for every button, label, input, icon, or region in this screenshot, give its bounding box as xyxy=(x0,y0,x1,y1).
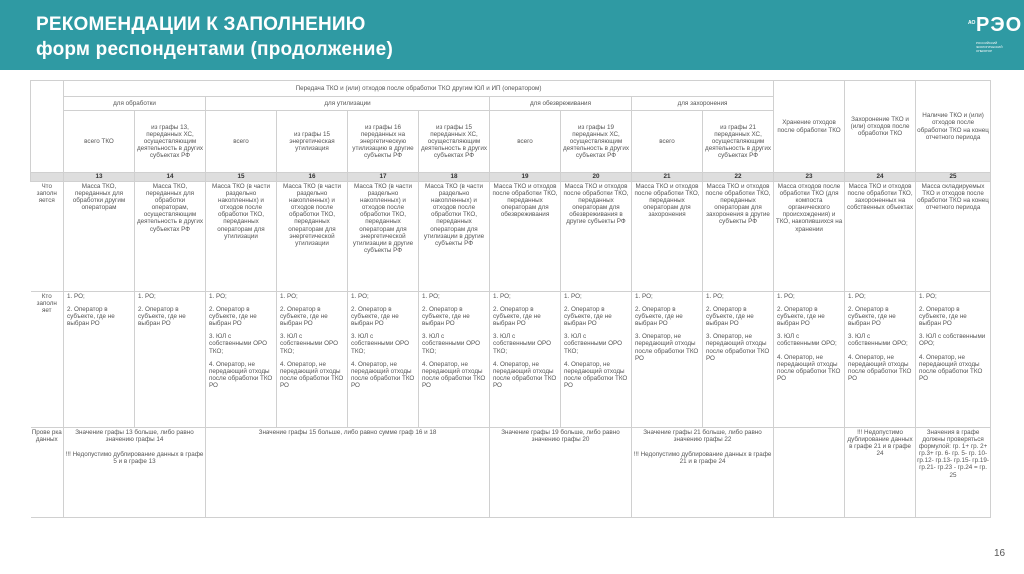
row-who xyxy=(31,292,991,428)
who-item: 1. РО; xyxy=(564,293,582,300)
what-cell: Масса ТКО, переданных для обработки операторам, осуществляющим деятельность в других субъектах РФ xyxy=(135,182,206,292)
who-item: 2. Оператор в субъекте, где не выбран РО xyxy=(777,306,825,328)
group-utilization: для утилизации xyxy=(206,97,490,111)
what-cell: Масса ТКО и отходов после обработки ТКО, переданных операторам для обезвреживания в другие субъекты РФ xyxy=(561,182,632,292)
what-cell: Масса складируемых ТКО и отходов после обработки ТКО на конец отчетного периода xyxy=(916,182,991,292)
column-number: 16 xyxy=(277,173,348,182)
who-item: 2. Оператор в субъекте, где не выбран РО xyxy=(848,306,896,328)
column-number: 22 xyxy=(703,173,774,182)
column-number: 17 xyxy=(348,173,419,182)
who-cell-21 xyxy=(632,292,703,428)
header-col-17: из графы 16 переданных на энергетическую утилизацию в другие субъекты РФ xyxy=(348,111,419,173)
who-cell-17 xyxy=(348,292,419,428)
who-item: 3. ЮЛ с собственными ОРО ТКО; xyxy=(351,333,410,355)
who-item: 4. Оператор, не передающий отходы после обработки ТКО РО xyxy=(351,360,415,389)
group-neutralization: для обезвреживания xyxy=(490,97,632,111)
what-cell: Масса ТКО и отходов после обработки ТКО, переданных операторам для захоронения в другие субъекты РФ xyxy=(703,182,774,292)
group-processing: для обработки xyxy=(64,97,206,111)
check-rule: Значение графы 19 больше, либо равно значению графы 20 xyxy=(501,429,620,444)
check-cell-19-20 xyxy=(490,428,632,518)
header-col-16: из графы 15 энергетическая утилизация xyxy=(277,111,348,173)
what-cell: Масса ТКО и отходов после обработки ТКО, захороненных на собственных объектах xyxy=(845,182,916,292)
header-col-13: всего ТКО xyxy=(64,111,135,173)
header-col-25: Наличие ТКО и (или) отходов после обработки ТКО на конец отчетного периода xyxy=(916,81,991,173)
who-item: 3. Оператор, не передающий отходы после обработки ТКО РО xyxy=(635,333,699,362)
who-item: 3. ЮЛ с собственными ОРО ТКО; xyxy=(564,333,623,355)
who-item: 3. ЮЛ с собственными ОРО ТКО; xyxy=(422,333,481,355)
who-item: 3. ЮЛ с собственными ОРО ТКО; xyxy=(209,333,268,355)
row-label-what: Что заполн яется xyxy=(31,182,64,292)
column-number: 19 xyxy=(490,173,561,182)
check-cell-13-14 xyxy=(64,428,206,518)
check-cell-25 xyxy=(916,428,991,518)
logo-subtitle: РОССИЙСКИЙ ЭКОЛОГИЧЕСКИЙ ОПЕРАТОР xyxy=(976,41,1003,53)
who-cell-25 xyxy=(916,292,991,428)
who-item: 4. Оператор, не передающий отходы после обработки ТКО РО xyxy=(280,360,344,389)
who-item: 2. Оператор в субъекте, где не выбран РО xyxy=(209,306,257,328)
who-item: 3. ЮЛ с собственными ОРО; xyxy=(777,333,837,348)
who-item: 1. РО; xyxy=(635,293,653,300)
column-number: 15 xyxy=(206,173,277,182)
who-item: 1. РО; xyxy=(777,293,795,300)
column-number-row xyxy=(31,173,991,182)
what-cell: Масса ТКО (в части раздельно накопленных) и отходов после обработки ТКО, переданных операторам для утилизации xyxy=(206,182,277,292)
logo-prefix: АО xyxy=(968,20,976,26)
who-item: 4. Оператор, не передающий отходы после обработки ТКО РО xyxy=(848,353,912,382)
who-item: 2. Оператор в субъекте, где не выбран РО xyxy=(280,306,328,328)
column-number: 21 xyxy=(632,173,703,182)
who-item: 1. РО; xyxy=(919,293,937,300)
check-rule: Значение графы 13 больше, либо равно значению графы 14 xyxy=(75,429,194,444)
header-col-22: из графы 21 переданных ХС, осуществляющим деятельность в других субъектах РФ xyxy=(703,111,774,173)
who-item: 4. Оператор, не передающий отходы после обработки ТКО РО xyxy=(919,353,983,382)
who-item: 4. Оператор, не передающий отходы после обработки ТКО РО xyxy=(777,353,841,382)
check-warning: !!! Недопустимо дублирование данных в графе 21 и в графе 24 xyxy=(633,451,772,466)
what-cell: Масса ТКО, переданных для обработки другим операторам xyxy=(64,182,135,292)
check-cell-21-22 xyxy=(632,428,774,518)
group-burial: для захоронения xyxy=(632,97,774,111)
who-cell-20 xyxy=(561,292,632,428)
who-cell-13 xyxy=(64,292,135,428)
what-cell: Масса ТКО (в части раздельно накопленных) и отходов после обработки ТКО, переданных операторам для утилизации в другие субъекты РФ xyxy=(419,182,490,292)
who-item: 4. Оператор, не передающий отходы после обработки ТКО РО xyxy=(493,360,557,389)
who-item: 1. РО; xyxy=(848,293,866,300)
who-item: 2. Оператор в субъекте, где не выбран РО xyxy=(67,306,115,328)
header-col-20: из графы 19 переданных ХС, осуществляющим деятельность в других субъектах РФ xyxy=(561,111,632,173)
header-col-21: всего xyxy=(632,111,703,173)
who-cell-24 xyxy=(845,292,916,428)
row-what xyxy=(31,182,991,292)
column-number: 20 xyxy=(561,173,632,182)
row-check xyxy=(31,428,991,518)
check-rule: Значение графы 21 больше, либо равно значению графы 22 xyxy=(643,429,762,444)
header-col-19: всего xyxy=(490,111,561,173)
page-title: РЕКОМЕНДАЦИИ К ЗАПОЛНЕНИЮ xyxy=(36,14,366,35)
who-item: 2. Оператор в субъекте, где не выбран РО xyxy=(493,306,541,328)
check-cell-23 xyxy=(774,428,845,518)
what-cell: Масса ТКО (в части раздельно накопленных) и отходов после обработки ТКО, переданных операторам для энергетической утилизации в другие субъекты РФ xyxy=(348,182,419,292)
who-cell-16 xyxy=(277,292,348,428)
check-cell-15-18 xyxy=(206,428,490,518)
what-cell: Масса отходов после обработки ТКО (для компоста органического происхождения) и ТКО, накопившихся на хранении xyxy=(774,182,845,292)
who-cell-14 xyxy=(135,292,206,428)
who-item: 2. Оператор в субъекте, где не выбран РО xyxy=(422,306,470,328)
who-item: 1. РО; xyxy=(422,293,440,300)
what-cell: Масса ТКО (в части раздельно накопленных) и отходов после обработки ТКО, переданных операторам для энергетической утилизации xyxy=(277,182,348,292)
header-col-24: Захоронение ТКО и (или) отходов после обработки ТКО xyxy=(845,81,916,173)
who-cell-15 xyxy=(206,292,277,428)
who-item: 1. РО; xyxy=(280,293,298,300)
who-item: 4. Оператор, не передающий отходы после обработки ТКО РО xyxy=(422,360,486,389)
who-item: 3. ЮЛ с собственными ОРО ТКО; xyxy=(280,333,339,355)
who-item: 2. Оператор в субъекте, где не выбран РО xyxy=(564,306,612,328)
check-warning: !!! Недопустимо дублирование данных в графе 5 и в графе 13 xyxy=(65,451,204,466)
who-cell-22 xyxy=(703,292,774,428)
who-cell-18 xyxy=(419,292,490,428)
column-number-blank xyxy=(31,173,64,182)
who-item: 1. РО; xyxy=(493,293,511,300)
what-cell: Масса ТКО и отходов после обработки ТКО, переданных операторам для обезвреживания xyxy=(490,182,561,292)
who-item: 1. РО; xyxy=(209,293,227,300)
header-col-15: всего xyxy=(206,111,277,173)
check-warning: !!! Недопустимо дублирование данных в графе 21 и в графе 24 xyxy=(847,429,913,458)
row-label-check: Прове рка данных xyxy=(31,428,64,518)
who-item: 4. Оператор, не передающий отходы после обработки ТКО РО xyxy=(564,360,628,389)
check-cell-24 xyxy=(845,428,916,518)
who-item: 3. ЮЛ с собственными ОРО ТКО; xyxy=(493,333,552,355)
who-item: 1. РО; xyxy=(67,293,85,300)
column-number: 25 xyxy=(916,173,991,182)
header-col-18: из графы 15 переданных ХС, осуществляющим деятельность в других субъектах РФ xyxy=(419,111,490,173)
who-item: 3. Оператор, не передающий отходы после обработки ТКО РО xyxy=(706,333,770,362)
who-item: 1. РО; xyxy=(138,293,156,300)
check-rule: Значение графы 15 больше, либо равно сумме граф 16 и 18 xyxy=(258,429,437,436)
header-banner xyxy=(0,0,1024,70)
header-corner xyxy=(31,81,64,173)
reo-logo xyxy=(968,14,1023,58)
who-item: 2. Оператор в субъекте, где не выбран РО xyxy=(919,306,967,328)
who-item: 2. Оператор в субъекте, где не выбран РО xyxy=(706,306,754,328)
column-number: 13 xyxy=(64,173,135,182)
who-item: 2. Оператор в субъекте, где не выбран РО xyxy=(138,306,186,328)
header-col-14: из графы 13, переданных ХС, осуществляющим деятельность в других субъектах РФ xyxy=(135,111,206,173)
header-col-23: Хранение отходов после обработки ТКО xyxy=(774,81,845,173)
who-item: 3. ЮЛ с собственными ОРО; xyxy=(919,333,986,348)
column-number: 23 xyxy=(774,173,845,182)
who-item: 1. РО; xyxy=(351,293,369,300)
what-cell: Масса ТКО и отходов после обработки ТКО, переданных операторам для захоронения xyxy=(632,182,703,292)
logo-mark: РЭО xyxy=(976,14,1023,36)
page-subtitle: форм респондентами (продолжение) xyxy=(36,39,393,60)
header-transfer: Передача ТКО и (или) отходов после обработки ТКО другим ЮЛ и ИП (оператором) xyxy=(64,81,774,97)
row-label-who: Кто заполн яет xyxy=(31,292,64,428)
column-number: 24 xyxy=(845,173,916,182)
header-row-top xyxy=(31,81,991,97)
who-item: 4. Оператор, не передающий отходы после обработки ТКО РО xyxy=(209,360,273,389)
who-item: 3. ЮЛ с собственными ОРО; xyxy=(848,333,908,348)
who-item: 2. Оператор в субъекте, где не выбран РО xyxy=(635,306,683,328)
who-item: 1. РО; xyxy=(706,293,724,300)
check-formula: Значения в графе должны проверяться формулой: гр. 1+ гр. 2+ гр.3+ гр. 6- гр. 5- гр. 10- гр.12- гр.13- гр.15- гр.19- гр.21- гр.23 - гр.24 = гр. 25 xyxy=(917,429,989,479)
who-cell-19 xyxy=(490,292,561,428)
recommendations-table xyxy=(30,80,991,518)
who-item: 2. Оператор в субъекте, где не выбран РО xyxy=(351,306,399,328)
column-number: 18 xyxy=(419,173,490,182)
page-number: 16 xyxy=(994,548,1006,559)
column-number: 14 xyxy=(135,173,206,182)
who-cell-23 xyxy=(774,292,845,428)
